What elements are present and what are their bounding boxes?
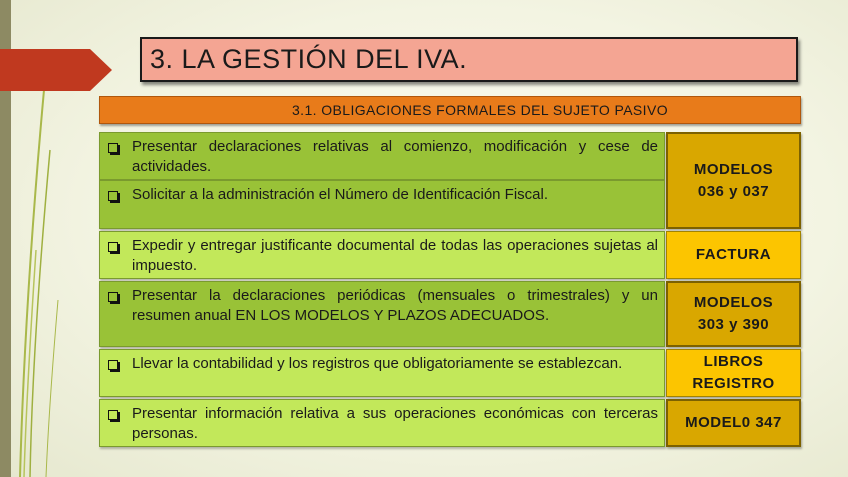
checkbox-bullet-icon <box>108 143 118 153</box>
obligation-text: Expedir y entregar justificante documental de todas las operaciones sujetas al impuesto. <box>132 237 658 274</box>
checkbox-bullet-icon <box>108 242 118 252</box>
obligation-row <box>99 349 665 397</box>
tag-line: LIBROS <box>703 353 764 370</box>
slide-title-box <box>140 37 798 82</box>
obligation-row <box>99 231 665 279</box>
obligation-text: Presentar información relativa a sus operaciones económicas con terceras personas. <box>132 405 658 442</box>
checkbox-bullet-icon <box>108 191 118 201</box>
obligation-row <box>99 281 665 347</box>
obligation-row <box>99 180 665 229</box>
tag-modelos-303-390 <box>666 281 801 347</box>
tag-line: 036 y 037 <box>697 182 770 200</box>
obligation-text: Presentar la declaraciones periódicas (mensuales o trimestrales) y un resumen anual EN LOS MODELOS Y PLAZOS ADECUADOS. <box>132 287 658 324</box>
tag-modelos-036-037 <box>666 132 801 229</box>
subtitle-text: 3.1. OBLIGACIONES FORMALES DEL SUJETO PASIVO <box>291 102 668 118</box>
tag-line: MODEL0 347 <box>685 414 782 431</box>
tag-factura <box>666 231 801 279</box>
obligation-row <box>99 399 665 447</box>
obligation-text: Solicitar a la administración el Número de Identificación Fiscal. <box>132 186 549 203</box>
tag-modelo-347 <box>666 399 801 447</box>
tag-line: 303 y 390 <box>697 316 770 333</box>
checkbox-bullet-icon <box>108 360 118 370</box>
checkbox-bullet-icon <box>108 410 118 420</box>
tag-line: REGISTRO <box>692 375 775 392</box>
obligation-text: Llevar la contabilidad y los registros que obligatoriamente se establezcan. <box>132 355 623 372</box>
subtitle-banner <box>99 96 801 124</box>
tag-line: FACTURA <box>695 246 772 263</box>
slide-title: 3. LA GESTIÓN DEL IVA. <box>150 44 468 74</box>
tag-line: MODELOS <box>693 160 774 178</box>
tag-line: MODELOS <box>693 294 774 311</box>
obligation-row <box>99 132 665 180</box>
obligation-text: Presentar declaraciones relativas al comienzo, modificación y cese de actividades. <box>132 138 658 175</box>
tag-libros-registro <box>666 349 801 397</box>
arrow-right-icon <box>0 49 112 91</box>
checkbox-bullet-icon <box>108 292 118 302</box>
